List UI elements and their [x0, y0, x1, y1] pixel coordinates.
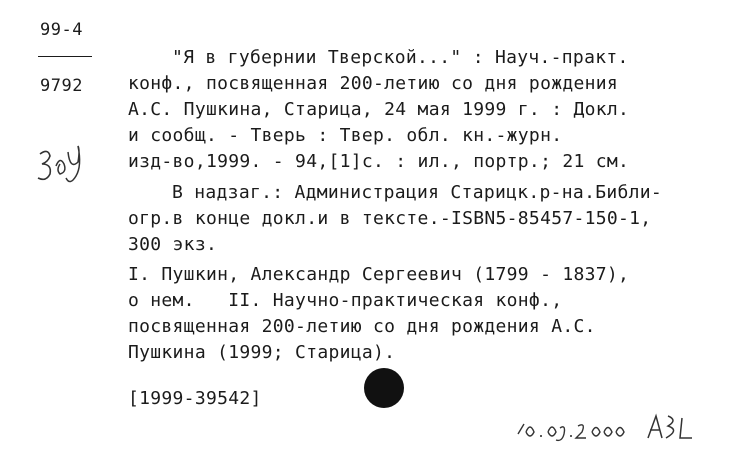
card-line-7: огр.в конце докл.и в тексте.-ISBN5-85457-150-1,	[128, 208, 652, 229]
punch-hole	[364, 368, 404, 408]
handwritten-copies-mark	[30, 140, 90, 195]
card-line-1: "Я в губернии Тверской..." : Науч.-практ.	[172, 47, 629, 68]
card-line-12: Пушкина (1999; Старица).	[128, 342, 396, 363]
card-line-2: конф., посвященная 200-летию со дня рождения	[128, 73, 619, 94]
card-line-10: о нем. II. Научно-практическая конф.,	[128, 290, 563, 311]
card-line-9: I. Пушкин, Александр Сергеевич (1799 - 1837),	[128, 264, 630, 285]
card-line-4: и сообщ. - Тверь : Твер. обл. кн.-журн.	[128, 125, 563, 146]
card-line-5: изд-во,1999. - 94,[1]с. : ил., портр.; 21 см.	[128, 151, 630, 172]
number-divider	[38, 56, 92, 57]
top-edge-mark	[245, 0, 505, 3]
card-number-top: 99-4	[40, 20, 83, 40]
card-line-3: А.С. Пушкина, Старица, 24 мая 1999 г. : Докл.	[128, 99, 630, 120]
call-number: [1999-39542]	[128, 388, 262, 409]
card-line-11: посвященная 200-летию со дня рождения А.С.	[128, 316, 596, 337]
card-line-6: В надзаг.: Администрация Старицк.р-на.Библи-	[172, 182, 663, 203]
card-number-bottom: 9792	[40, 76, 83, 96]
handwritten-date	[512, 410, 712, 446]
card-line-8: 300 экз.	[128, 234, 218, 255]
